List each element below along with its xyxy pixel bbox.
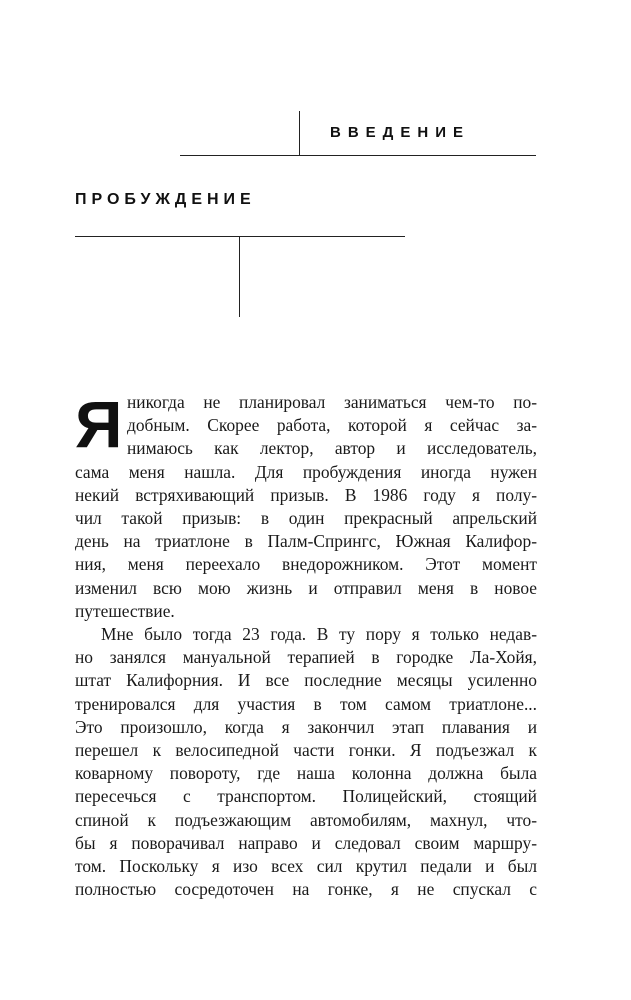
- text-line: Мне было тогда 23 года. В ту пору я только недав-: [101, 624, 537, 645]
- header-divider: [299, 111, 300, 155]
- text-line: пересечься с транспортом. Полицейский, стоящий: [75, 786, 537, 807]
- chapter-title: ПРОБУЖДЕНИЕ: [75, 191, 256, 208]
- text-line: чил такой призыв: в один прекрасный апрельский: [75, 508, 537, 529]
- text-line: ния, меня переехало внедорожником. Этот момент: [75, 554, 537, 575]
- text-line: Это произошло, когда я закончил этап плавания и: [75, 716, 537, 737]
- text-line: никогда не планировал заниматься чем-то по-: [127, 392, 537, 412]
- text-line: том. Поскольку я изо всех сил крутил педали и был: [75, 856, 537, 877]
- title-rule: [75, 236, 405, 237]
- body-text: [75, 387, 537, 901]
- text-line: некий встряхивающий призыв. В 1986 году я полу-: [75, 484, 537, 505]
- text-line: нимаюсь как лектор, автор и исследователь,: [127, 438, 537, 459]
- text-line: полностью сосредоточен на гонке, я не спускал с: [75, 879, 537, 900]
- text-line: добным. Скорее работа, которой я сейчас за-: [127, 415, 537, 436]
- text-line: тренировался для участия в том самом триатлоне...: [75, 693, 537, 714]
- title-divider: [239, 236, 240, 317]
- text-line: но занялся мануальной терапией в городке Ла-Хойя,: [75, 647, 537, 668]
- text-line: перешел к велосипедной части гонки. Я подъезжал к: [75, 740, 537, 761]
- text-line: коварному повороту, где наша колонна должна была: [75, 763, 537, 784]
- text-line: спиной к подъезжающим автомобилям, махнул, что-: [75, 809, 537, 830]
- text-line: штат Калифорния. И все последние месяцы усиленно: [75, 670, 537, 691]
- text-line: день на триатлоне в Палм-Спрингс, Южная Калифор-: [75, 531, 537, 552]
- text-line: путешествие.: [75, 600, 175, 621]
- text-line: изменил всю мою жизнь и отправил меня в новое: [75, 577, 537, 598]
- text-line: сама меня нашла. Для пробуждения иногда нужен: [75, 461, 537, 482]
- drop-cap: Я: [75, 387, 121, 461]
- header-rule: [180, 155, 536, 156]
- section-label: ВВЕДЕНИЕ: [330, 124, 470, 141]
- text-line: бы я поворачивал направо и следовал своим маршру-: [75, 832, 537, 853]
